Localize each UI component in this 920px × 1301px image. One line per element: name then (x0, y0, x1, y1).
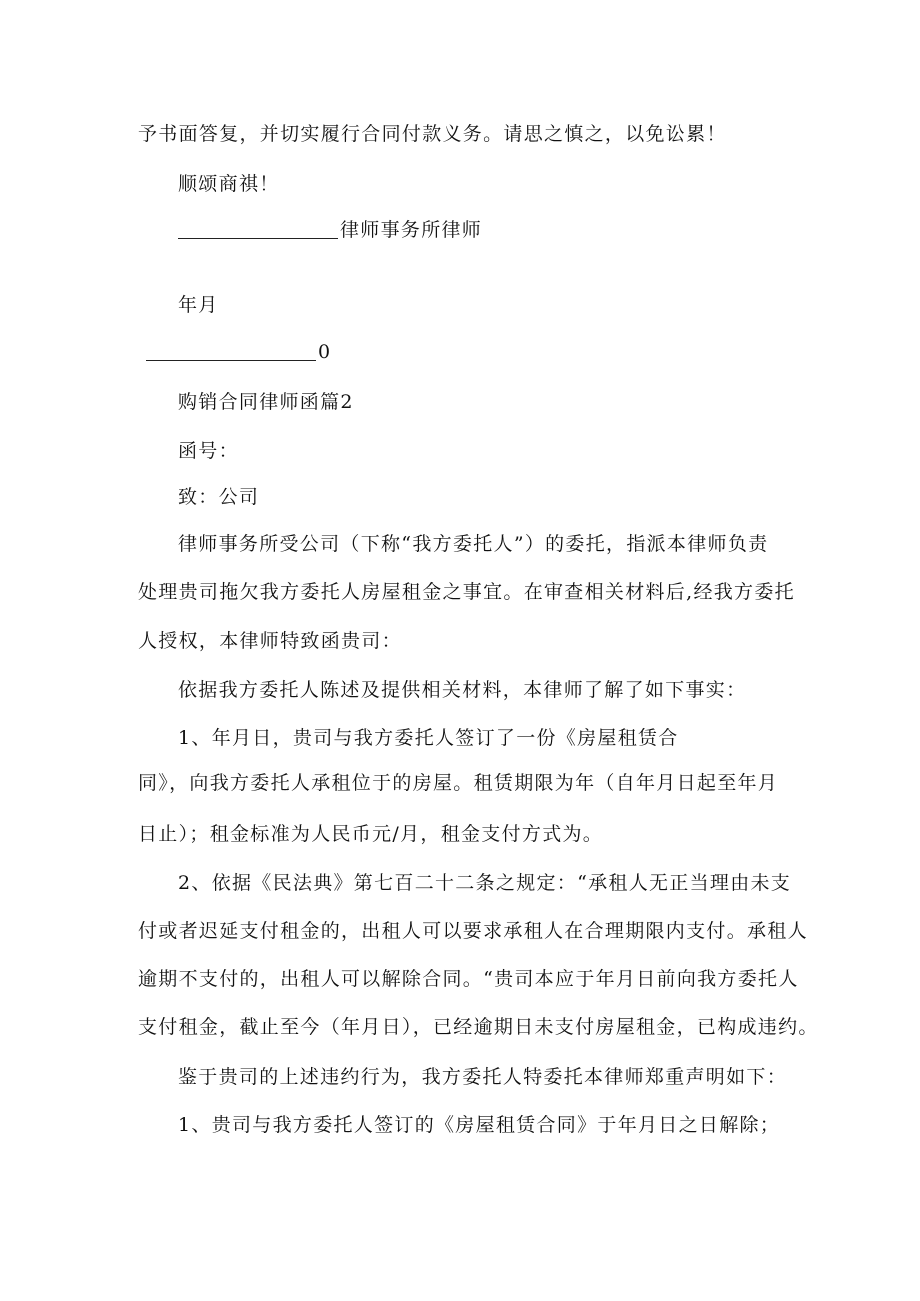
fact1-line-1: 1、年月日，贵司与我方委托人签订了一份《房屋租赁合 (178, 727, 679, 749)
intro-line-1: 律师事务所受公司（下称“我方委托人”）的委托，指派本律师负责 (178, 533, 769, 555)
intro-line-3: 人授权，本律师特致函贵司： (138, 630, 402, 652)
fact2-line-1: 2、依据《民法典》第七百二十二条之规定：“承租人无正当理由未支 (178, 872, 792, 894)
date-suffix: 0 (318, 341, 332, 363)
fact2-line-3: 逾期不支付的，出租人可以解除合同。“贵司本应于年月日前向我方委托人 (138, 968, 799, 990)
letter-number-label: 函号： (178, 440, 239, 462)
date-blank (146, 360, 316, 361)
fact1-line-2: 同》，向我方委托人承租位于的房屋。租赁期限为年（自年月日起至年月 (138, 772, 779, 794)
statement-lead: 鉴于贵司的上述违约行为，我方委托人特委托本律师郑重声明如下： (178, 1066, 788, 1088)
statement-1: 1、贵司与我方委托人签订的《房屋租赁合同》于年月日之日解除； (178, 1114, 781, 1136)
recipient-line: 致：公司 (178, 486, 260, 508)
letter-title: 购销合同律师函篇2 (178, 391, 354, 413)
date-line: 年月 (178, 294, 219, 316)
fact2-line-4: 支付租金，截止至今（年月日），已经逾期日未支付房屋租金，已构成违约。 (138, 1016, 819, 1038)
fact1-line-3: 日止）；租金标准为人民币元/月，租金支付方式为。 (138, 823, 604, 845)
fact2-line-2: 付或者迟延支付租金的，出租人可以要求承租人在合理期限内支付。承租人 (138, 920, 808, 942)
signature-suffix: 律师事务所律师 (340, 219, 483, 241)
salutation: 顺颂商祺！ (178, 173, 280, 195)
intro-line-2: 处理贵司拖欠我方委托人房屋租金之事宜。在审查相关材料后,经我方委托 (138, 581, 795, 603)
closing-line: 予书面答复，并切实履行合同付款义务。请思之慎之，以免讼累！ (138, 123, 727, 145)
signature-blank (178, 238, 338, 239)
facts-lead: 依据我方委托人陈述及提供相关材料，本律师了解了如下事实： (178, 679, 747, 701)
